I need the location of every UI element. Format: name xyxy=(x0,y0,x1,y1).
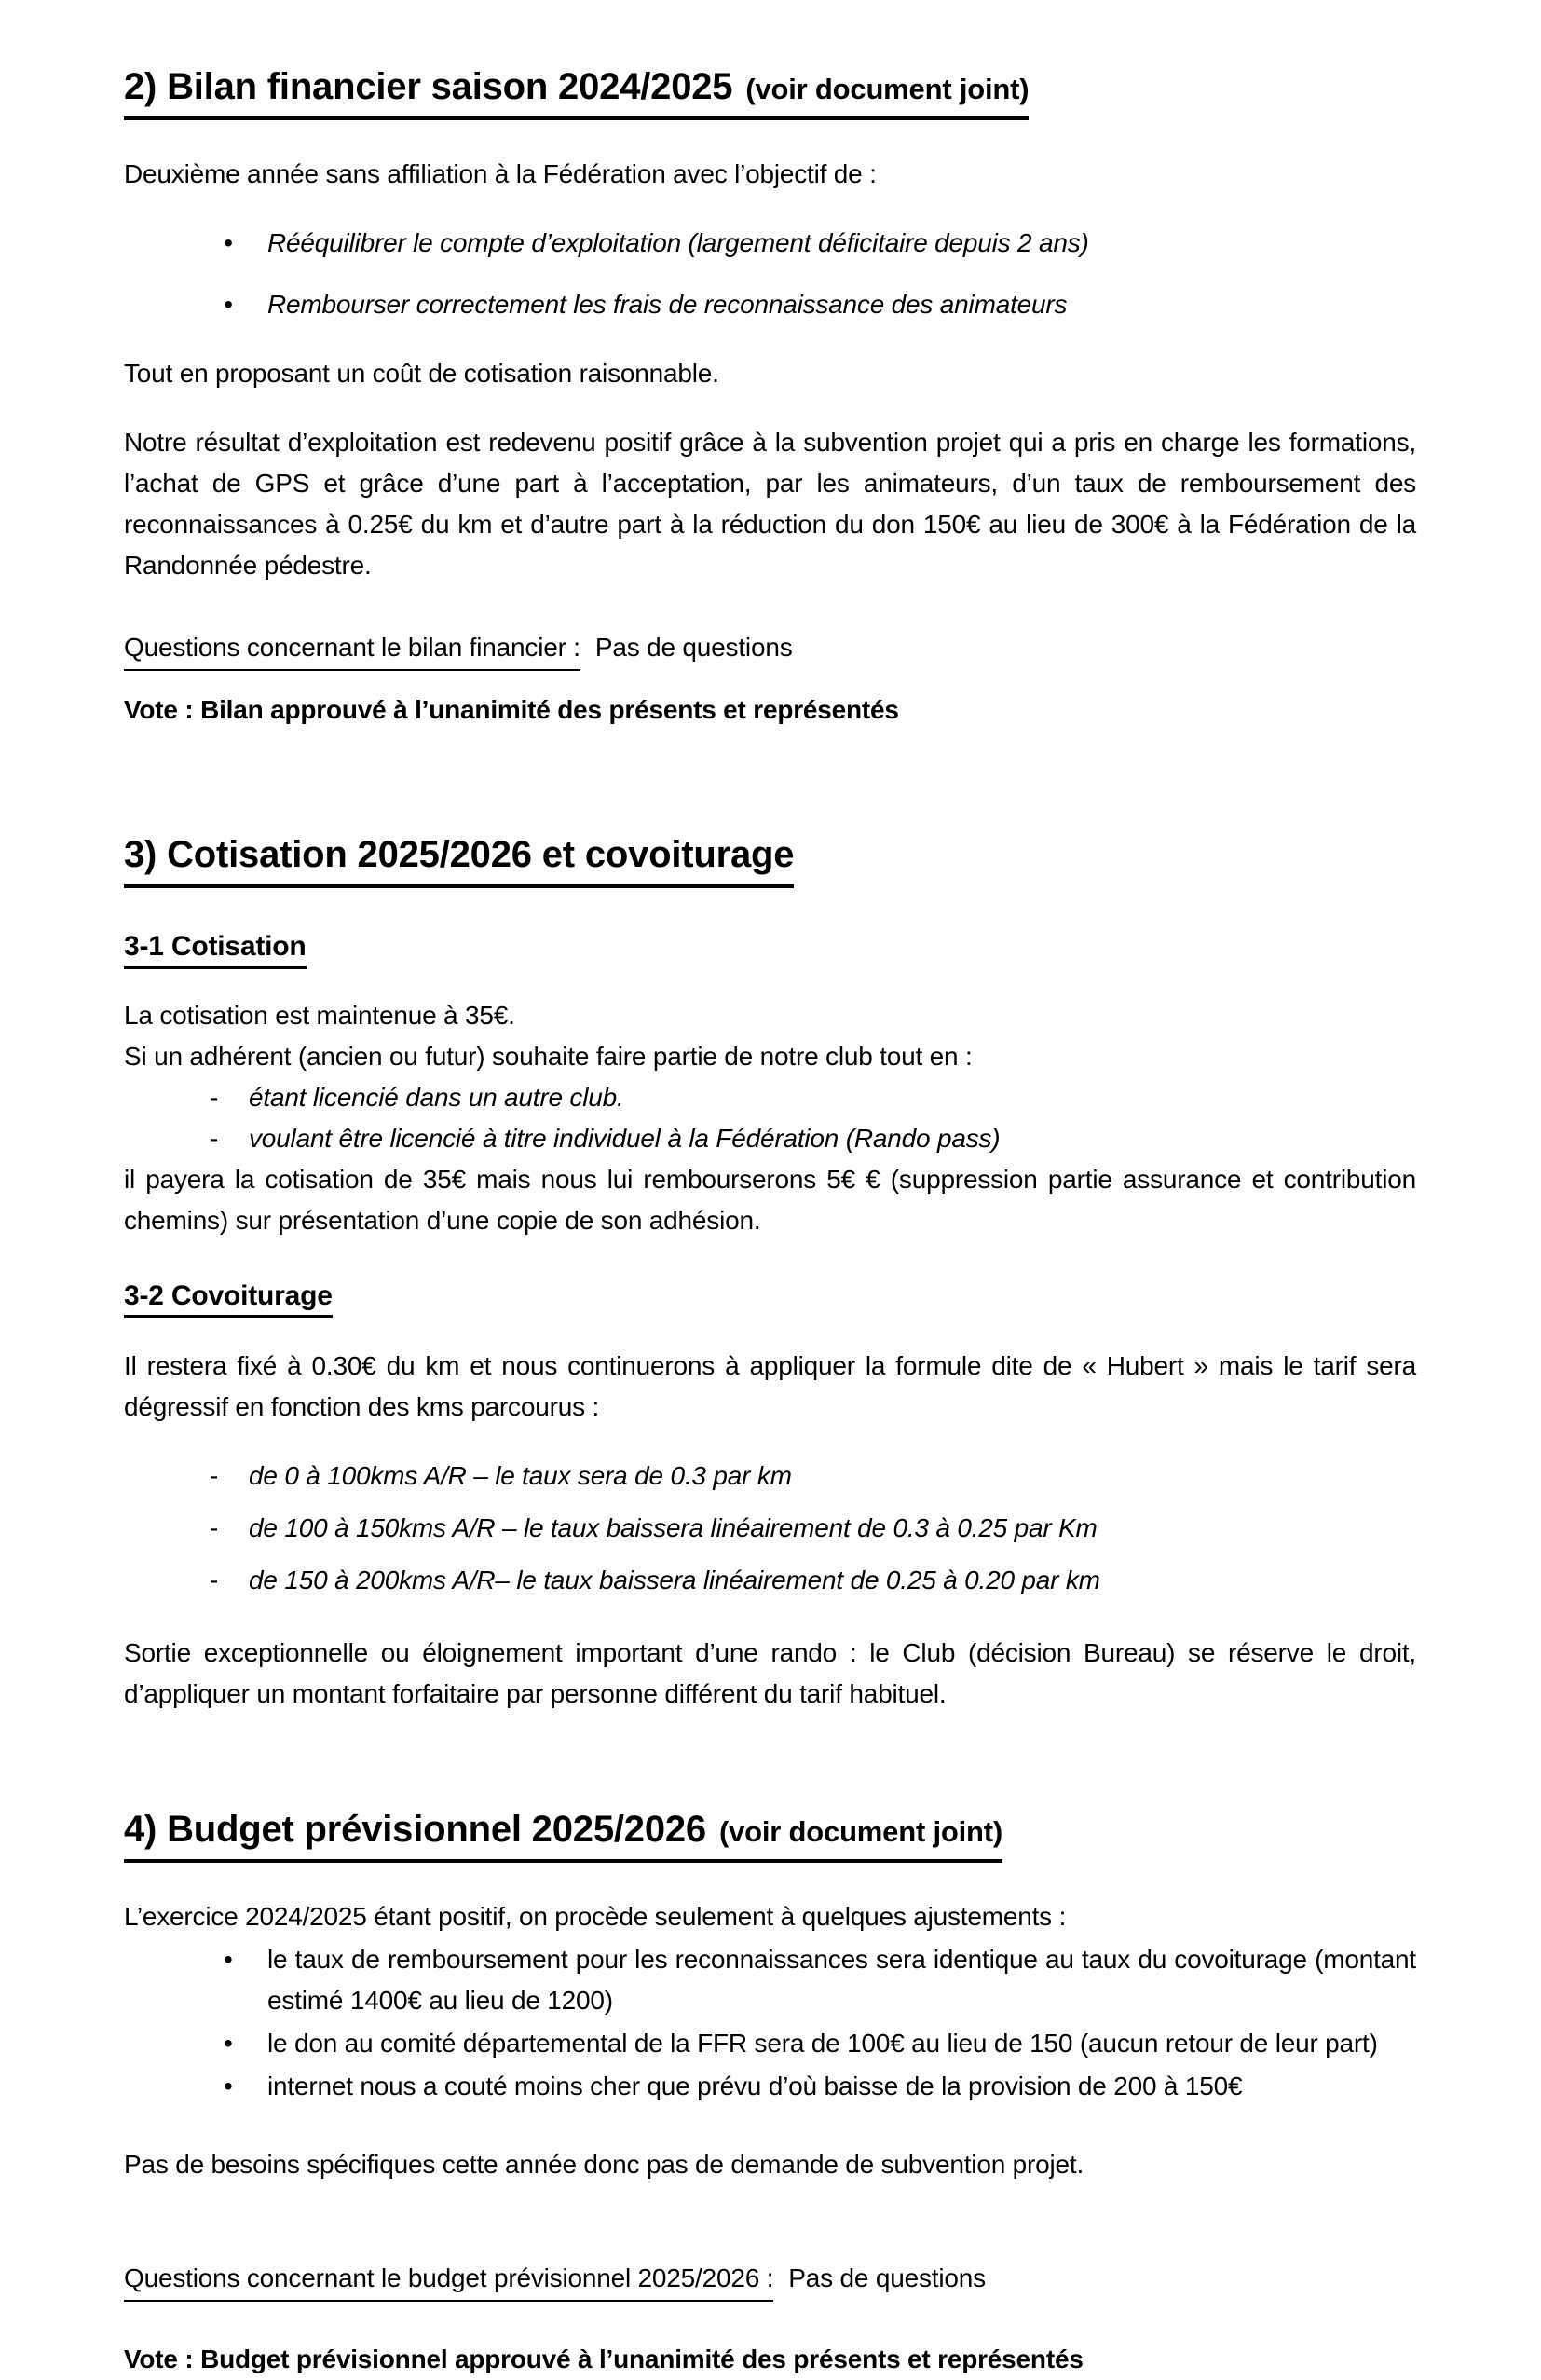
dash-item: - voulant être licencié à titre individuel à la Fédération (Rando pass) xyxy=(210,1118,1416,1159)
dash-item: - étant licencié dans un autre club. xyxy=(210,1077,1416,1118)
section-3-line-maintenue: La cotisation est maintenue à 35€. xyxy=(124,1000,515,1030)
section-4-questions-line xyxy=(124,2258,1416,2302)
questions-label: Questions concernant le budget prévisionnel 2025/2026 : xyxy=(124,2258,773,2302)
questions-answer: Pas de questions xyxy=(594,633,793,662)
section-4-heading-text: 4) Budget prévisionnel 2025/2026 xyxy=(124,1809,706,1850)
section-4-heading-underline xyxy=(124,1791,1002,1863)
section-2-paragraph-cotisation: Tout en proposant un coût de cotisation raisonnable. xyxy=(124,359,719,388)
section-3-paragraph-sortie: Sortie exceptionnelle ou éloignement important d’une rando : le Club (décision Bureau) se réserve le droit, d’appliquer un montant forfaitaire par personne différent du tarif habituel. xyxy=(124,1638,1416,1708)
subsection-3-2-heading xyxy=(124,1279,1416,1319)
section-4-heading-note: (voir document joint) xyxy=(718,1815,1003,1848)
section-2-questions-line xyxy=(124,627,1416,671)
subsection-3-1-underline: 3-1 Cotisation xyxy=(124,929,307,969)
dash-item: - de 100 à 150kms A/R – le taux baissera linéairement de 0.3 à 0.25 par Km xyxy=(210,1508,1416,1549)
subsection-3-1-heading xyxy=(124,929,1416,969)
section-3-heading-underline xyxy=(124,816,794,888)
section-4-intro-paragraph: L’exercice 2024/2025 étant positif, on procède seulement à quelques ajustements : xyxy=(124,1902,1067,1931)
section-3-heading xyxy=(124,816,1416,888)
section-4-bullet-list xyxy=(124,1939,1416,2107)
section-2-heading xyxy=(124,48,1416,120)
questions-answer: Pas de questions xyxy=(788,2264,986,2292)
dash-item: - de 0 à 100kms A/R – le taux sera de 0.3 par km xyxy=(210,1456,1416,1497)
section-2-heading-underline xyxy=(124,48,1029,120)
bullet-item: • Rembourser correctement les frais de reconnaissance des animateurs xyxy=(224,284,1416,325)
section-4-heading xyxy=(124,1791,1416,1863)
section-4-vote-line: Vote : Budget prévisionnel approuvé à l’unanimité des présents et représentés xyxy=(124,2345,1084,2373)
section-3-paragraph-payera: il payera la cotisation de 35€ mais nous lui rembourserons 5€ € (suppression partie assurance et contribution chemins) sur présentation d’une copie de son adhésion. xyxy=(124,1164,1416,1235)
section-2-vote-line: Vote : Bilan approuvé à l’unanimité des présents et représentés xyxy=(124,695,899,724)
questions-label: Questions concernant le bilan financier : xyxy=(124,627,580,671)
section-3-line-adherent: Si un adhérent (ancien ou futur) souhaite faire partie de notre club tout en : xyxy=(124,1041,973,1071)
subsection-3-2-underline: 3-2 Covoiturage xyxy=(124,1279,333,1319)
dash-item: - de 150 à 200kms A/R– le taux baissera linéairement de 0.25 à 0.20 par km xyxy=(210,1560,1416,1601)
bullet-item: • le don au comité départemental de la FFR sera de 100€ au lieu de 150 (aucun retour de leur part) xyxy=(224,2023,1416,2064)
section-3-dash-list-2 xyxy=(124,1456,1416,1601)
section-3-paragraph-restera: Il restera fixé à 0.30€ du km et nous continuerons à appliquer la formule dite de « Hubert » mais le tarif sera dégressif en fonction des kms parcourus : xyxy=(124,1351,1416,1421)
section-2-heading-note: (voir document joint) xyxy=(745,73,1030,105)
bullet-item: • Rééquilibrer le compte d’exploitation (largement déficitaire depuis 2 ans) xyxy=(224,223,1416,264)
section-2-bullet-list xyxy=(124,223,1416,325)
section-3-heading-text: 3) Cotisation 2025/2026 et covoiturage xyxy=(124,834,795,875)
section-3-dash-list-1 xyxy=(124,1077,1416,1159)
bullet-item: • le taux de remboursement pour les reconnaissances sera identique au taux du covoiturage (montant estimé 1400€ au lieu de 1200) xyxy=(224,1939,1416,2021)
section-2-heading-text: 2) Bilan financier saison 2024/2025 xyxy=(124,66,733,107)
section-2-intro-paragraph: Deuxième année sans affiliation à la Fédération avec l’objectif de : xyxy=(124,159,877,188)
section-2-paragraph-resultat: Notre résultat d’exploitation est redevenu positif grâce à la subvention projet qui a pris en charge les formations, l’achat de GPS et grâce d’une part à l’acceptation, par les animateurs, d’un taux de remboursement des reconnaissances à 0.25€ du km et d’autre part à la réduction du don 150€ au lieu de 300€ à la Fédération de la Randonnée pédestre. xyxy=(124,428,1416,580)
section-4-paragraph-besoins: Pas de besoins spécifiques cette année donc pas de demande de subvention projet. xyxy=(124,2150,1084,2179)
bullet-item: • internet nous a couté moins cher que prévu d’où baisse de la provision de 200 à 150€ xyxy=(224,2066,1416,2107)
